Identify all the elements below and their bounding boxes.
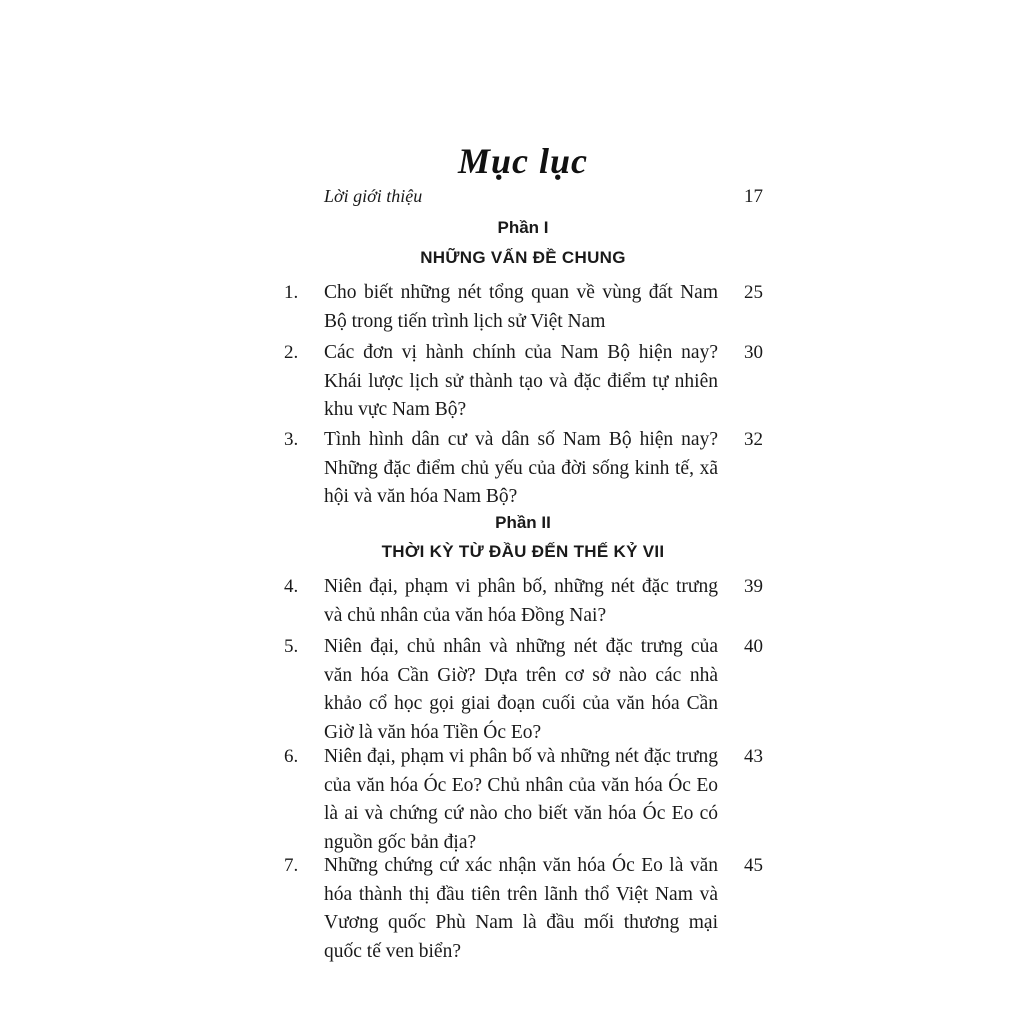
entry-page-number: 43 bbox=[744, 746, 763, 767]
entry-number: 2. bbox=[284, 342, 299, 363]
entry-page-number: 39 bbox=[744, 576, 763, 597]
entry-number: 4. bbox=[284, 576, 299, 597]
entry-page-number: 30 bbox=[744, 342, 763, 363]
part-2-label: Phần II bbox=[495, 513, 551, 532]
entry-number: 3. bbox=[284, 429, 299, 450]
entry-page-number: 40 bbox=[744, 636, 763, 657]
entry-text: Những chứng cứ xác nhận văn hóa Óc Eo là văn hóa thành thị đầu tiên trên lãnh thổ Việt Nam và Vương quốc Phù Nam là đầu mối thương mại quốc tế ven biển? bbox=[324, 855, 718, 962]
entry-number: 5. bbox=[284, 636, 299, 657]
intro-page-number: 17 bbox=[744, 186, 763, 207]
part-2-title: THỜI KỲ TỪ ĐẦU ĐẾN THẾ KỶ VII bbox=[381, 542, 665, 561]
entry-text: Tình hình dân cư và dân số Nam Bộ hiện nay? Những đặc điểm chủ yếu của đời sống kinh tế, xã hội và văn hóa Nam Bộ? bbox=[324, 429, 718, 507]
intro-label: Lời giới thiệu bbox=[324, 186, 423, 206]
part-1-label: Phần I bbox=[497, 218, 549, 237]
entry-text: Niên đại, chủ nhân và những nét đặc trưng của văn hóa Cần Giờ? Dựa trên cơ sở nào các nhà khảo cổ học gọi giai đoạn cuối của văn hóa Cần Giờ là văn hóa Tiền Óc Eo? bbox=[324, 636, 718, 743]
entry-text: Niên đại, phạm vi phân bố và những nét đặc trưng của văn hóa Óc Eo? Chủ nhân của văn hóa Óc Eo là ai và chứng cứ nào cho biết văn hóa Óc Eo có nguồn gốc bản địa? bbox=[324, 746, 718, 853]
entry-page-number: 45 bbox=[744, 855, 763, 876]
entry-page-number: 25 bbox=[744, 282, 763, 303]
entry-number: 7. bbox=[284, 855, 299, 876]
entry-text: Niên đại, phạm vi phân bố, những nét đặc trưng và chủ nhân của văn hóa Đồng Nai? bbox=[324, 576, 718, 626]
entry-number: 6. bbox=[284, 746, 299, 767]
entry-page-number: 32 bbox=[744, 429, 763, 450]
part-1-title: NHỮNG VẤN ĐỀ CHUNG bbox=[420, 248, 626, 267]
entry-text: Cho biết những nét tổng quan về vùng đất Nam Bộ trong tiến trình lịch sử Việt Nam bbox=[324, 282, 718, 332]
entry-text: Các đơn vị hành chính của Nam Bộ hiện nay? Khái lược lịch sử thành tạo và đặc điểm tự nhiên khu vực Nam Bộ? bbox=[324, 342, 718, 420]
toc-title: Mục lục bbox=[457, 141, 588, 181]
entry-number: 1. bbox=[284, 282, 299, 303]
